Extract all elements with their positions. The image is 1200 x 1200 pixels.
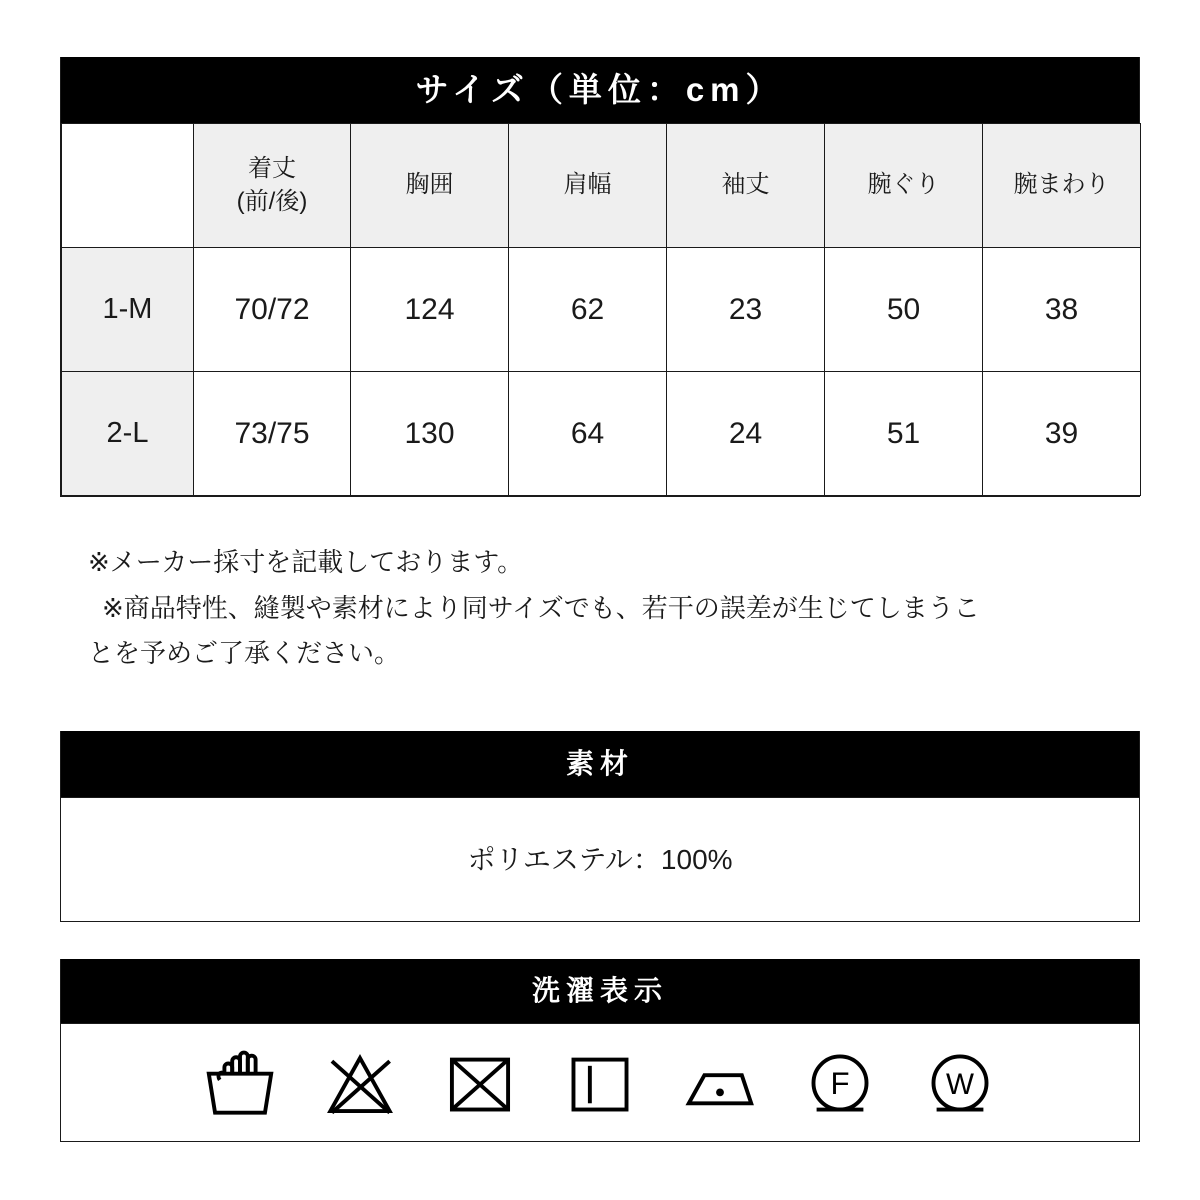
material-value: ポリエステル：100% bbox=[61, 797, 1139, 921]
table-header-row bbox=[62, 124, 1141, 248]
table-header-length-line2: (前/後) bbox=[236, 187, 308, 215]
hand-wash-icon bbox=[201, 1044, 279, 1122]
size-section-title: サイズ（単位：cm） bbox=[61, 57, 1139, 123]
table-header-corner bbox=[62, 124, 194, 248]
no-bleach-icon bbox=[321, 1044, 399, 1122]
table-header-shoulder: 肩幅 bbox=[509, 124, 667, 248]
table-header-bust: 胸囲 bbox=[351, 124, 509, 248]
size-table bbox=[61, 123, 1141, 496]
svg-text:W: W bbox=[946, 1067, 974, 1101]
no-tumble-dry-icon bbox=[441, 1044, 519, 1122]
cell-sleeve: 24 bbox=[667, 372, 825, 496]
cell-length: 73/75 bbox=[194, 372, 351, 496]
cell-length: 70/72 bbox=[194, 248, 351, 372]
size-section bbox=[60, 57, 1140, 497]
material-section-title: 素材 bbox=[61, 731, 1139, 797]
table-row bbox=[62, 372, 1141, 496]
size-note-line-2: ※商品特性、縫製や素材により同サイズでも、若干の誤差が生じてしまうこ bbox=[102, 592, 980, 623]
iron-low-icon bbox=[681, 1044, 759, 1122]
row-size-label: 2-L bbox=[62, 372, 194, 496]
size-note-line-1: ※メーカー採寸を記載しております。 bbox=[88, 547, 524, 577]
table-row bbox=[62, 248, 1141, 372]
size-notes bbox=[88, 540, 1144, 677]
table-header-length-line1: 着丈 bbox=[248, 155, 296, 183]
row-size-label: 1-M bbox=[62, 248, 194, 372]
cell-bust: 124 bbox=[351, 248, 509, 372]
svg-text:F: F bbox=[830, 1065, 850, 1101]
wet-clean-w-icon bbox=[921, 1044, 999, 1122]
cell-arm: 38 bbox=[983, 248, 1141, 372]
cell-arm: 39 bbox=[983, 372, 1141, 496]
cell-armhole: 50 bbox=[825, 248, 983, 372]
cell-shoulder: 62 bbox=[509, 248, 667, 372]
table-header-armhole: 腕ぐり bbox=[825, 124, 983, 248]
cell-bust: 130 bbox=[351, 372, 509, 496]
cell-sleeve: 23 bbox=[667, 248, 825, 372]
wash-care-section bbox=[60, 959, 1140, 1142]
wash-care-section-title: 洗濯表示 bbox=[61, 959, 1139, 1023]
cell-armhole: 51 bbox=[825, 372, 983, 496]
material-section bbox=[60, 731, 1140, 922]
size-note-line-3: とを予めご了承ください。 bbox=[88, 638, 401, 668]
dry-clean-f-icon bbox=[801, 1044, 879, 1122]
table-header-length bbox=[194, 124, 351, 248]
cell-shoulder: 64 bbox=[509, 372, 667, 496]
wash-care-icon-row bbox=[61, 1023, 1139, 1141]
drip-dry-hanging-icon bbox=[561, 1044, 639, 1122]
table-header-sleeve: 袖丈 bbox=[667, 124, 825, 248]
table-header-arm: 腕まわり bbox=[983, 124, 1141, 248]
